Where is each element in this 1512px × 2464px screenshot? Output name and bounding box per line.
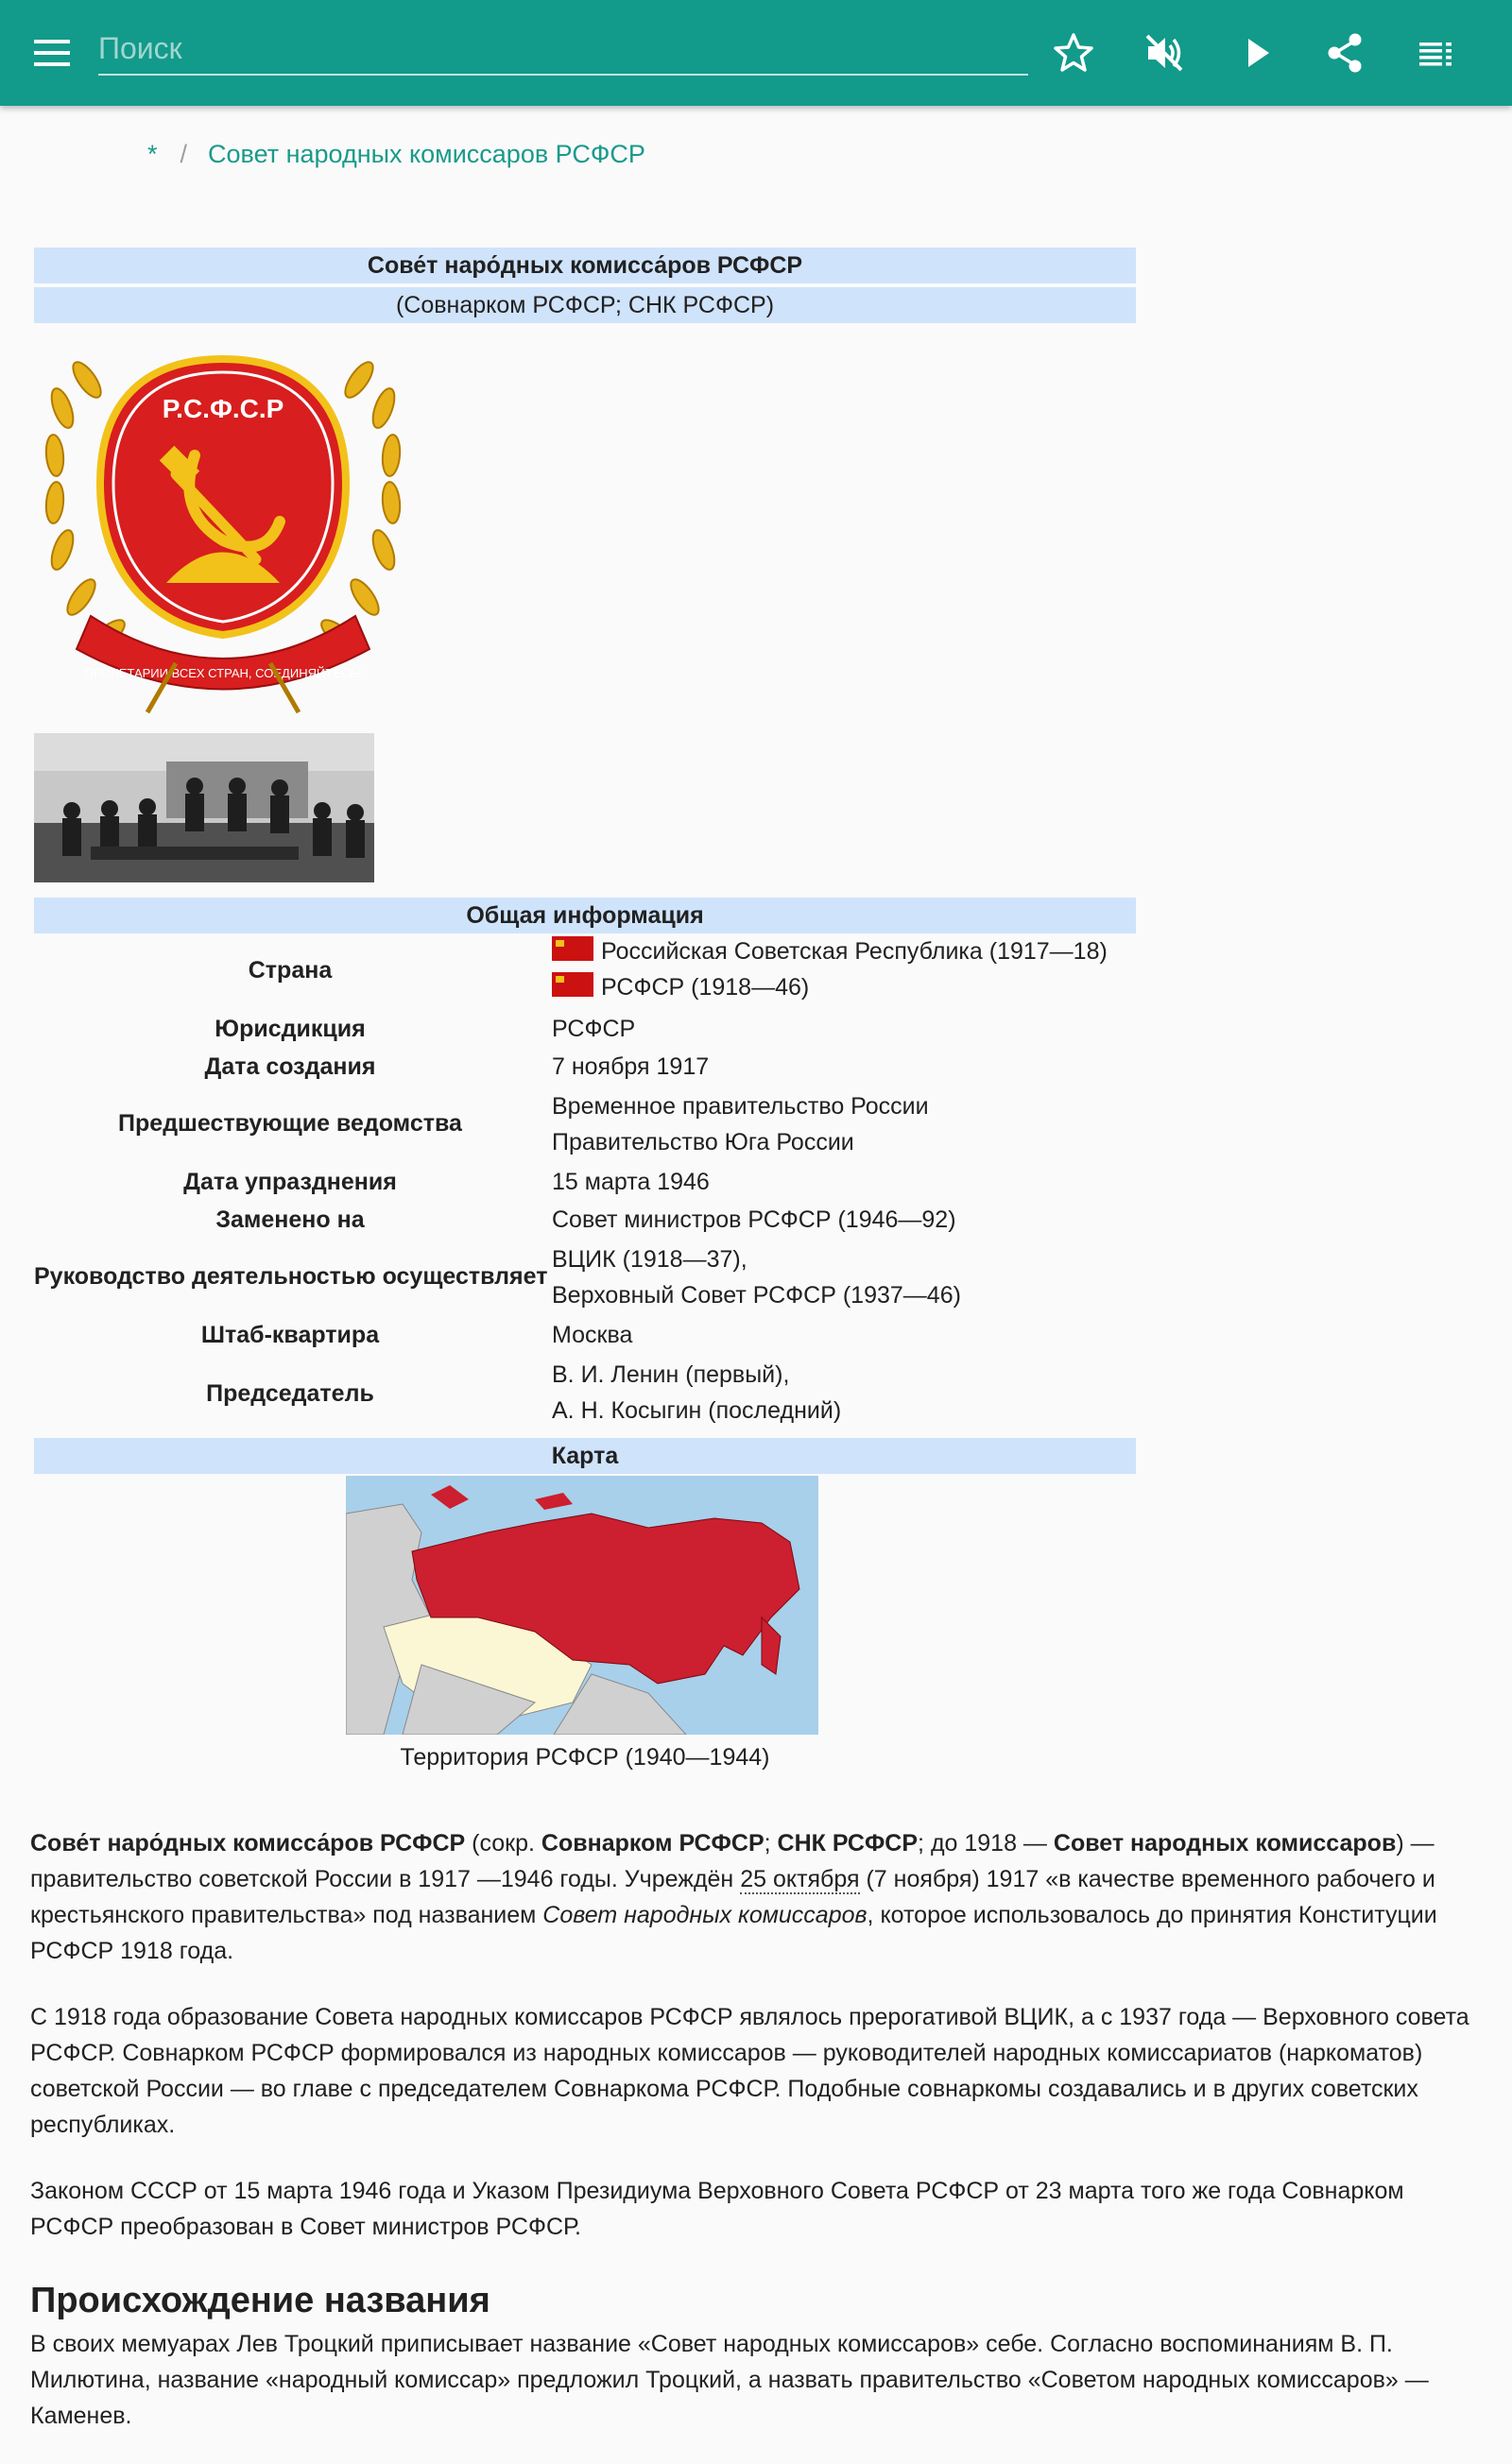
chairman-link-2[interactable]: А. Н. Косыгин (последний)	[552, 1397, 842, 1424]
row-value[interactable]: 15 марта 1946	[552, 1169, 710, 1195]
bold-term: Совет народных комиссаров	[1053, 1830, 1397, 1857]
map-caption: Территория РСФСР (1940—1944)	[400, 1744, 770, 1771]
territory-map-image[interactable]	[346, 1476, 818, 1735]
row-value[interactable]: РСФСР	[552, 1016, 636, 1042]
section-heading: Происхождение названия	[30, 2281, 490, 2320]
text-run: (7 ноября) 1917 «в качестве временного рабочего и крестьянского правительства» под названием	[30, 1866, 1435, 1928]
predecessor-link-2[interactable]: Правительство Юга России	[552, 1129, 854, 1155]
chairman-link-1[interactable]: В. И. Ленин (первый),	[552, 1361, 790, 1388]
leadership-link-2[interactable]: Верховный Совет РСФСР (1937—46)	[552, 1282, 961, 1309]
row-label: Заменено на	[215, 1206, 365, 1233]
infobox-title: Сове́т наро́дных комисса́ров РСФСР	[34, 248, 1136, 283]
infobox-row-hq	[34, 1317, 1136, 1357]
text-run: ) — правительство советской России в 1917 —1946 годы. Учреждён	[30, 1830, 1435, 1892]
infobox-subtitle: (Совнарком РСФСР; СНК РСФСР)	[34, 287, 1136, 323]
row-label: Предшествующие ведомства	[118, 1110, 462, 1137]
app-bar	[0, 0, 1512, 106]
table-of-contents-icon[interactable]	[1408, 25, 1465, 81]
text-run: , которое использовалось до принятия Конституции РСФСР 1918 года.	[30, 1902, 1437, 1964]
country-link-1[interactable]: Российская Советская Республика (1917—18)	[601, 938, 1108, 965]
row-value	[552, 933, 1108, 1005]
menu-icon[interactable]	[26, 28, 79, 77]
infobox-row-leadership	[34, 1240, 1136, 1317]
breadcrumb	[147, 140, 645, 169]
emblem-ribbon-text: ПРОЛЕТАРИИ ВСЕХ СТРАН, СОЕДИНЯЙТЕСЬ!	[84, 666, 362, 680]
bold-term: СНК РСФСР	[777, 1830, 919, 1857]
article-paragraph-4: В своих мемуарах Лев Троцкий приписывает название «Совет народных комиссаров» себе. Согласно воспоминаниям В. П. Милютина, название «народный комиссар» предложил Троцкий, а назвать правительство «Советом народных комиссаров» — Каменев.	[30, 2331, 1429, 2429]
bold-term: Сове́т наро́дных комисса́ров РСФСР	[30, 1830, 466, 1857]
row-label: Председатель	[206, 1380, 374, 1407]
historical-photo-image[interactable]	[34, 733, 374, 882]
infobox-row-country	[34, 933, 1136, 1009]
infobox-row-abolished	[34, 1162, 1136, 1202]
soviet-flag-icon	[552, 972, 593, 997]
text-run: ;	[764, 1830, 778, 1857]
text-run: (сокр.	[465, 1830, 541, 1857]
row-value	[552, 1088, 929, 1160]
leadership-link-1[interactable]: ВЦИК (1918—37),	[552, 1246, 747, 1273]
infobox-row-chairman	[34, 1357, 1136, 1430]
row-label: Дата создания	[204, 1053, 376, 1080]
row-label: Страна	[248, 957, 333, 984]
emblem-top-text: Р.С.Ф.С.Р	[162, 394, 284, 423]
rsfsr-emblem-image[interactable]	[34, 323, 412, 720]
predecessor-link-1[interactable]: Временное правительство России	[552, 1093, 929, 1120]
map-section-header: Карта	[34, 1438, 1136, 1474]
row-label: Штаб-квартира	[200, 1322, 380, 1348]
row-value[interactable]: Москва	[552, 1322, 633, 1348]
infobox-row-jurisdiction	[34, 1009, 1136, 1049]
row-value	[552, 1357, 841, 1429]
row-value	[552, 1241, 961, 1313]
article-paragraph-3: Законом СССР от 15 марта 1946 года и Указом Президиума Верховного Совета РСФСР от 23 марта того же года Совнарком РСФСР преобразован в Совет министров РСФСР.	[30, 2178, 1404, 2240]
mute-icon[interactable]	[1136, 25, 1193, 81]
country-link-2[interactable]: РСФСР (1918—46)	[601, 974, 810, 1001]
soviet-flag-icon	[552, 936, 593, 961]
bookmark-star-icon[interactable]	[1045, 25, 1102, 81]
general-info-header: Общая информация	[34, 898, 1136, 933]
play-icon[interactable]	[1228, 25, 1285, 81]
row-label: Юрисдикция	[215, 1016, 366, 1042]
search-input[interactable]	[98, 23, 1028, 76]
article-paragraph-1	[30, 1825, 1476, 1969]
breadcrumb-current[interactable]: Совет народных комиссаров РСФСР	[208, 140, 645, 168]
article-paragraph-2: С 1918 года образование Совета народных комиссаров РСФСР являлось прерогативой ВЦИК, а с 1937 года — Верховного совета РСФСР. Совнарком РСФСР формировался из народных комиссаров — руководителей народных комиссариатов (наркоматов) советской России — во главе с председателем Совнаркома РСФСР. Подобные совнаркомы создавались и в других советских республиках.	[30, 2004, 1469, 2138]
row-label: Дата упразднения	[183, 1169, 397, 1195]
general-info-section	[34, 898, 1136, 1430]
row-value[interactable]: Совет министров РСФСР (1946—92)	[552, 1206, 956, 1233]
infobox-row-replaced	[34, 1202, 1136, 1240]
infobox-row-created	[34, 1049, 1136, 1088]
bold-term: Совнарком РСФСР	[541, 1830, 765, 1857]
italic-term: Совет народных комиссаров	[542, 1902, 868, 1928]
share-icon[interactable]	[1317, 25, 1374, 81]
breadcrumb-separator: /	[180, 140, 188, 168]
breadcrumb-root-link[interactable]: *	[147, 140, 158, 168]
article-body	[30, 1825, 1476, 2464]
infobox	[34, 248, 1136, 1771]
date-link[interactable]: 25 октября	[740, 1866, 860, 1892]
row-value[interactable]: 7 ноября 1917	[552, 1053, 710, 1080]
row-label: Руководство деятельностью осуществляет	[34, 1263, 548, 1290]
infobox-row-predecessors	[34, 1088, 1136, 1162]
text-run: ; до 1918 —	[918, 1830, 1054, 1857]
